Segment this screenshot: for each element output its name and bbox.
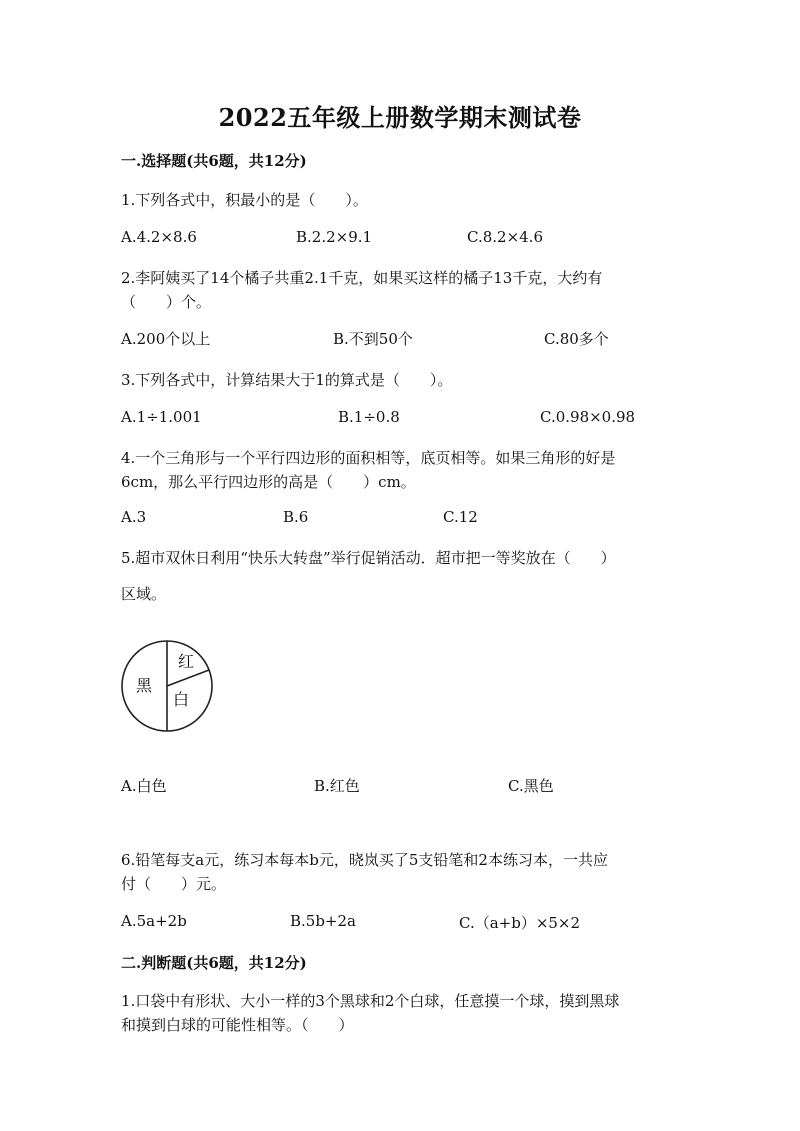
question-6-option-c: C.（a+b）×5×2 <box>459 914 581 932</box>
question-6-option-a: A.5a+2b <box>121 912 187 930</box>
question-4-option-a: A.3 <box>121 508 147 526</box>
question-4-option-b: B.6 <box>283 508 309 526</box>
question-5-option-c: C.黑色 <box>508 777 554 795</box>
question-1-line-1: 1.下列各式中，积最小的是（ ）。 <box>121 191 368 209</box>
wheel-label-red: 红 <box>178 652 195 671</box>
question-6-line-1: 6.铅笔每支a元，练习本每本b元，晓岚买了5支铅笔和2本练习本，一共应 <box>121 851 608 869</box>
question-1-option-b: B.2.2×9.1 <box>296 228 373 246</box>
judgment-question-1-line-2: 和摸到白球的可能性相等。（ ） <box>121 1016 354 1034</box>
question-4-option-c: C.12 <box>443 508 478 526</box>
question-5-option-b: B.红色 <box>314 777 360 795</box>
question-3-line-1: 3.下列各式中，计算结果大于1的算式是（ ）。 <box>121 371 453 389</box>
question-6-line-2: 付（ ）元。 <box>121 875 227 893</box>
question-1-option-a: A.4.2×8.6 <box>121 228 197 246</box>
question-5-line-1: 5.超市双休日利用“快乐大转盘”举行促销活动．超市把一等奖放在（ ） <box>121 549 616 567</box>
question-3-option-b: B.1÷0.8 <box>338 408 400 426</box>
question-2-line-1: 2.李阿姨买了14个橘子共重2.1千克，如果买这样的橘子13千克，大约有 <box>121 269 603 287</box>
question-2-line-2: （ ）个。 <box>121 293 212 311</box>
question-3-option-a: A.1÷1.001 <box>121 408 202 426</box>
question-5-line-2: 区域。 <box>121 585 167 603</box>
question-2-option-c: C.80多个 <box>544 330 609 348</box>
section-heading-judgment: 二.判断题(共6题，共12分) <box>121 954 307 972</box>
question-6-option-b: B.5b+2a <box>290 912 356 930</box>
question-2-option-a: A.200个以上 <box>121 330 211 348</box>
judgment-question-1-line-1: 1.口袋中有形状、大小一样的3个黑球和2个白球，任意摸一个球，摸到黑球 <box>121 992 620 1010</box>
prize-wheel-diagram <box>120 639 214 733</box>
question-3-option-c: C.0.98×0.98 <box>540 408 636 426</box>
question-4-line-1: 4.一个三角形与一个平行四边形的面积相等，底页相等。如果三角形的好是 <box>121 449 616 467</box>
question-2-option-b: B.不到50个 <box>333 330 413 348</box>
section-heading-choice: 一.选择题(共6题，共12分) <box>121 152 307 170</box>
wheel-label-black: 黑 <box>136 676 153 695</box>
wheel-label-white: 白 <box>173 690 190 709</box>
question-5-option-a: A.白色 <box>121 777 167 795</box>
question-1-option-c: C.8.2×4.6 <box>467 228 543 246</box>
question-4-line-2: 6cm，那么平行四边形的高是（ ）cm。 <box>121 473 416 491</box>
page-title: 2022五年级上册数学期末测试卷 <box>218 103 582 132</box>
